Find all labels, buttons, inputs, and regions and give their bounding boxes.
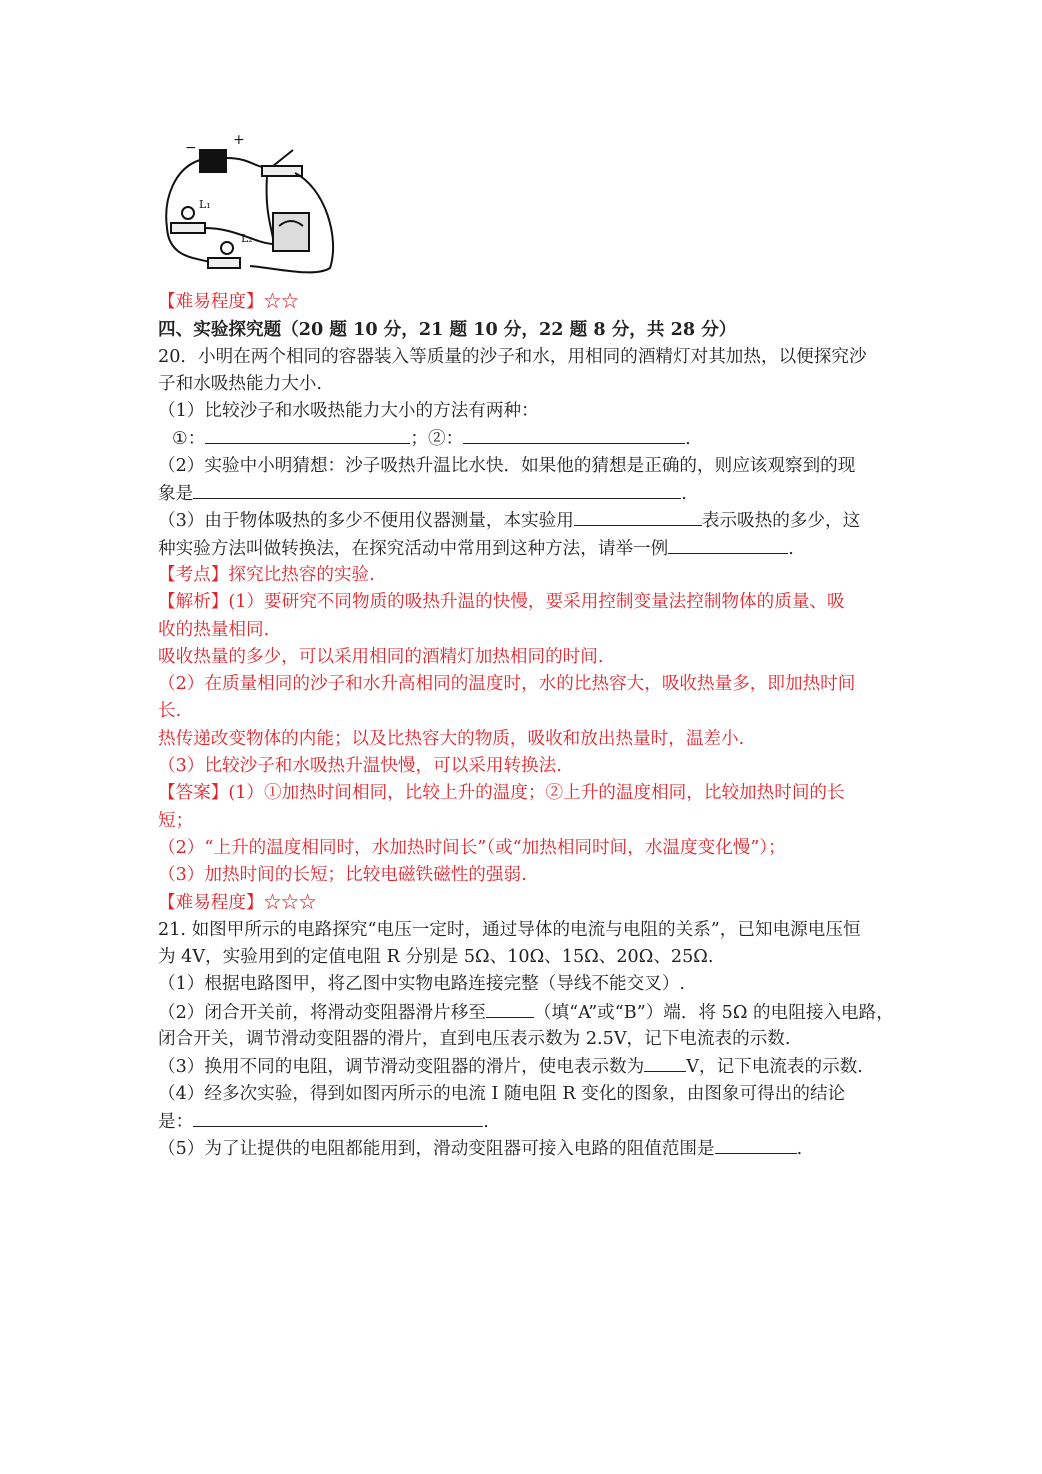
q21-stem-line2: 为 4V，实验用到的定值电阻 R 分别是 5Ω、10Ω、15Ω、20Ω、25Ω. [158,947,714,968]
q20-jiexi-4: （2）在质量相同的沙子和水升高相同的温度时，水的比热容大，吸收热量多，即加热时间 [158,674,856,695]
q20-answer-3: （2）“上升的温度相同时，水加热时间长”（或“加热相同时间，水温度变化慢”）； [158,837,786,858]
q20-difficulty: 【难易程度】☆☆☆ [158,892,317,913]
document-body [158,289,898,1163]
answer-blank[interactable] [193,1108,483,1127]
q20-part1-blanks: ①： ；②： . [158,425,898,452]
q21-stem-line1: 21. 如图甲所示的电路探究“电压一定时，通过导体的电流与电阻的关系”，已知电源电压恒 [158,919,861,940]
answer-blank[interactable] [715,1135,797,1154]
q21-part2-line2: 闭合开关，调节滑动变阻器的滑片，直到电压表示数为 2.5V，记下电流表的示数. [158,1029,791,1050]
answer-blank[interactable] [193,480,681,499]
q20-part3-line1: （3）由于物体吸热的多少不便用仪器测量，本实验用 表示吸热的多少，这 [158,507,898,534]
q20-kaodian: 【考点】探究比热容的实验. [158,564,375,585]
q20-jiexi-7: （3）比较沙子和水吸热升温快慢，可以采用转换法. [158,756,562,777]
q20-stem-line2: 子和水吸热能力大小. [158,373,322,394]
q20-jiexi-2: 收的热量相同. [158,619,270,640]
answer-blank[interactable] [574,507,702,526]
q20-jiexi-3: 吸收热量的多少，可以采用相同的酒精灯加热相同的时间. [158,646,604,667]
q20-answer-4: （3）加热时间的长短；比较电磁铁磁性的强弱. [158,865,527,886]
section-title: 四、实验探究题（20 题 10 分，21 题 10 分，22 题 8 分，共 28 分） [158,319,737,341]
q20-part2-line1: （2）实验中小明猜想：沙子吸热升温比水快．如果他的猜想是正确的，则应该观察到的现 [158,455,856,476]
minus-label: − [185,140,197,156]
battery-icon [200,150,226,172]
q21-part1: （1）根据电路图甲，将乙图中实物电路连接完整（导线不能交叉）. [158,974,686,995]
answer-blank[interactable] [463,425,685,444]
q21-part4-line2: 是： . [158,1108,898,1135]
q20-jiexi-1: 【解析】(1）要研究不同物质的吸热升温的快慢，要采用控制变量法控制物体的质量、吸 [158,592,845,613]
answer-blank[interactable] [644,1053,686,1072]
meter-icon [273,213,309,251]
q20-answer-1: 【答案】(1）①加热时间相同，比较上升的温度；②上升的温度相同，比较加热时间的长 [158,783,845,804]
q19-difficulty: 【难易程度】☆☆ [158,292,299,312]
q20-answer-2: 短； [158,810,194,831]
q21-part3: （3）换用不同的电阻，调节滑动变阻器的滑片，使电表示数为 V，记下电流表的示数. [158,1053,898,1080]
answer-blank[interactable] [205,425,410,444]
l2-label: L₂ [241,232,253,245]
q21-part2-line1: （2）闭合开关前，将滑动变阻器滑片移至 （填“A”或“B”）端．将 5Ω 的电阻接入电路， [158,999,898,1026]
q20-part3-line2: 种实验方法叫做转换法，在探究活动中常用到这种方法，请举一例 . [158,535,898,562]
q20-stem-line1: 20．小明在两个相同的容器装入等质量的沙子和水，用相同的酒精灯对其加热，以便探究沙 [158,346,867,367]
bulb-l2-icon [221,242,233,254]
plus-label: + [233,132,245,148]
answer-blank[interactable] [668,535,788,554]
q21-part5: （5）为了让提供的电阻都能用到，滑动变阻器可接入电路的阻值范围是 . [158,1135,898,1162]
circuit-figure [155,128,350,278]
l1-label: L₁ [199,198,211,211]
bulb-l1-icon [182,207,194,219]
q20-part2-line2: 象是 . [158,480,898,507]
q20-jiexi-5: 长. [158,701,182,722]
q20-jiexi-6: 热传递改变物体的内能；以及比热容大的物质，吸收和放出热量时，温差小. [158,728,745,749]
answer-blank[interactable] [486,999,534,1018]
q20-part1: （1）比较沙子和水吸热能力大小的方法有两种： [158,401,539,422]
q21-part4-line1: （4）经多次实验，得到如图丙所示的电流 I 随电阻 R 变化的图象，由图象可得出的结论 [158,1083,846,1104]
